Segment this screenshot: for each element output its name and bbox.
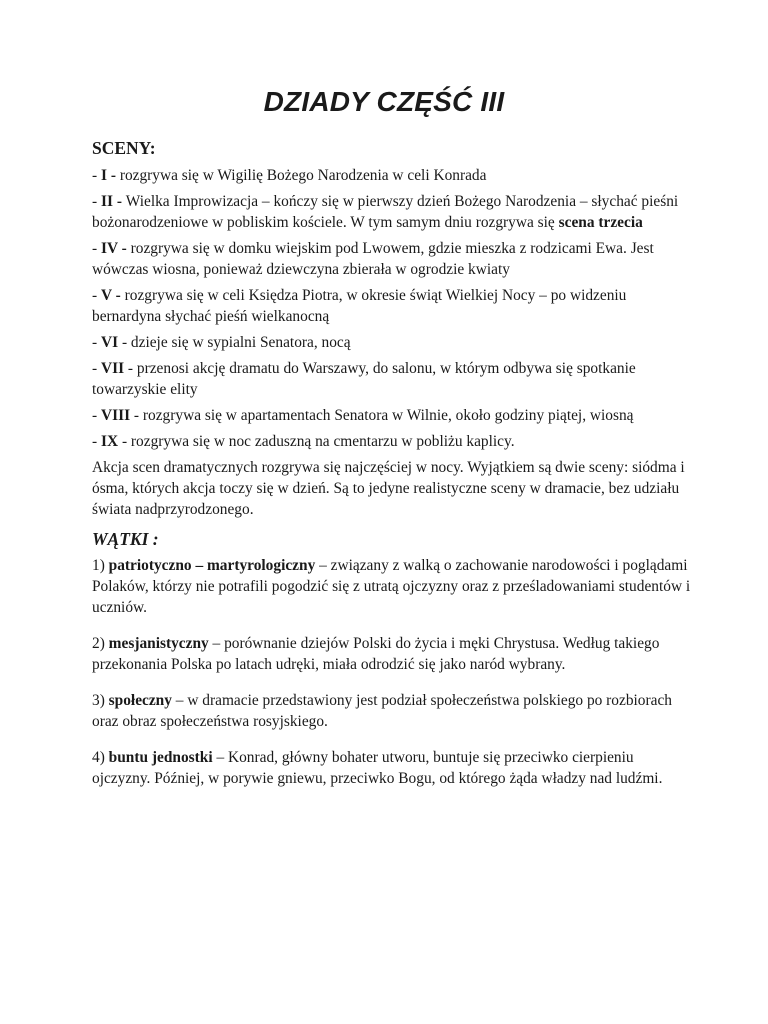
scene-prefix: - bbox=[92, 167, 101, 184]
scene-prefix: - bbox=[92, 287, 101, 304]
scene-description: dzieje się w sypialni Senatora, nocą bbox=[130, 334, 351, 351]
scene-number: II bbox=[100, 193, 113, 210]
threads-heading: WĄTKI : bbox=[92, 529, 159, 549]
thread-item-4 bbox=[92, 747, 692, 789]
thread-name: patriotyczno – martyrologiczny bbox=[108, 557, 316, 574]
thread-item-3 bbox=[92, 690, 692, 732]
thread-number: 3) bbox=[92, 692, 109, 709]
scene-description: rozgrywa się w Wigilię Bożego Narodzenia w celi Konrada bbox=[119, 167, 487, 184]
scene-number: VIII bbox=[100, 407, 131, 424]
scene-description: rozgrywa się w domku wiejskim pod Lwowem, gdzie mieszka z rodzicami Ewa. Jest wówczas wiosna, ponieważ dziewczyna zbierała w ogrodzie kwiaty bbox=[92, 240, 654, 278]
scene-item-7 bbox=[92, 358, 692, 400]
scene-item-4 bbox=[92, 238, 692, 280]
scene-prefix: - bbox=[92, 433, 101, 450]
scene-item-5 bbox=[92, 285, 692, 327]
thread-description: – porównanie dziejów Polski do życia i męki Chrystusa. Według takiego przekonania Polska po latach udręki, miała odrodzić się jako naród wybrany. bbox=[92, 635, 660, 673]
thread-item-1 bbox=[92, 555, 692, 618]
scene-number: I bbox=[100, 167, 107, 184]
scene-number: IX bbox=[100, 433, 119, 450]
document-body bbox=[92, 138, 692, 794]
scene-description-bold: scena trzecia bbox=[558, 214, 643, 231]
thread-number: 2) bbox=[92, 635, 109, 652]
scene-prefix: - bbox=[92, 360, 101, 377]
thread-description: – Konrad, główny bohater utworu, buntuje się przeciwko cierpieniu ojczyzny. Później, w porywie gniewu, przeciwko Bogu, od którego żąda władzy nad ludźmi. bbox=[92, 749, 663, 787]
scene-description: przenosi akcję dramatu do Warszawy, do salonu, w którym odbywa się spotkanie towarzyskie elity bbox=[92, 360, 636, 398]
thread-description: – w dramacie przedstawiony jest podział społeczeństwa polskiego po rozbiorach oraz obraz społeczeństwa rosyjskiego. bbox=[92, 692, 672, 730]
scene-item-1 bbox=[92, 165, 692, 186]
scene-item-2 bbox=[92, 191, 692, 233]
scene-separator: - bbox=[118, 334, 131, 351]
thread-item-2 bbox=[92, 633, 692, 675]
scene-number: VI bbox=[100, 334, 119, 351]
page-title: DZIADY CZĘŚĆ III bbox=[263, 86, 505, 117]
thread-name: społeczny bbox=[108, 692, 172, 709]
scene-separator: - bbox=[111, 287, 125, 304]
scene-description: rozgrywa się w celi Księdza Piotra, w okresie świąt Wielkiej Nocy – po widzeniu bernardyna słychać pieśń wielkanocną bbox=[92, 287, 627, 325]
scene-number: IV bbox=[100, 240, 118, 257]
scene-item-6 bbox=[92, 332, 692, 353]
scene-separator: - bbox=[130, 407, 143, 424]
thread-name: mesjanistyczny bbox=[108, 635, 209, 652]
scene-separator: - bbox=[124, 360, 137, 377]
scene-description: Wielka Improwizacja – kończy się w pierwszy dzień Bożego Narodzenia – słychać pieśni bożonarodzeniowe w pobliskim kościele. W tym samym dniu rozgrywa się bbox=[92, 193, 679, 231]
thread-name: buntu jednostki bbox=[108, 749, 213, 766]
scene-description: rozgrywa się w apartamentach Senatora w Wilnie, około godziny piątej, wiosną bbox=[142, 407, 634, 424]
scene-prefix: - bbox=[92, 407, 101, 424]
thread-number: 4) bbox=[92, 749, 109, 766]
scene-separator: - bbox=[118, 433, 131, 450]
thread-number: 1) bbox=[92, 557, 109, 574]
scenes-heading: SCENY: bbox=[92, 138, 156, 158]
scene-separator: - bbox=[117, 240, 131, 257]
scene-item-8 bbox=[92, 405, 692, 426]
scene-prefix: - bbox=[92, 193, 101, 210]
scene-prefix: - bbox=[92, 240, 101, 257]
thread-description: – związany z walką o zachowanie narodowości i poglądami Polaków, którzy nie potrafili pogodzić się z utratą ojczyzny oraz z prześladowaniami studentów i uczniów. bbox=[92, 557, 691, 616]
scene-separator: - bbox=[106, 167, 120, 184]
scene-separator: - bbox=[112, 193, 126, 210]
scene-item-9 bbox=[92, 431, 692, 452]
scene-number: VII bbox=[100, 360, 125, 377]
scene-description: rozgrywa się w noc zaduszną na cmentarzu w pobliżu kaplicy. bbox=[130, 433, 515, 450]
scene-number: V bbox=[100, 287, 112, 304]
scenes-summary: Akcja scen dramatycznych rozgrywa się najczęściej w nocy. Wyjątkiem są dwie sceny: siódma i ósma, których akcja toczy się w dzień. Są to jedyne realistyczne sceny w dramacie, bez udziału świata nadprzyrodzonego. bbox=[92, 459, 685, 518]
scene-prefix: - bbox=[92, 334, 101, 351]
